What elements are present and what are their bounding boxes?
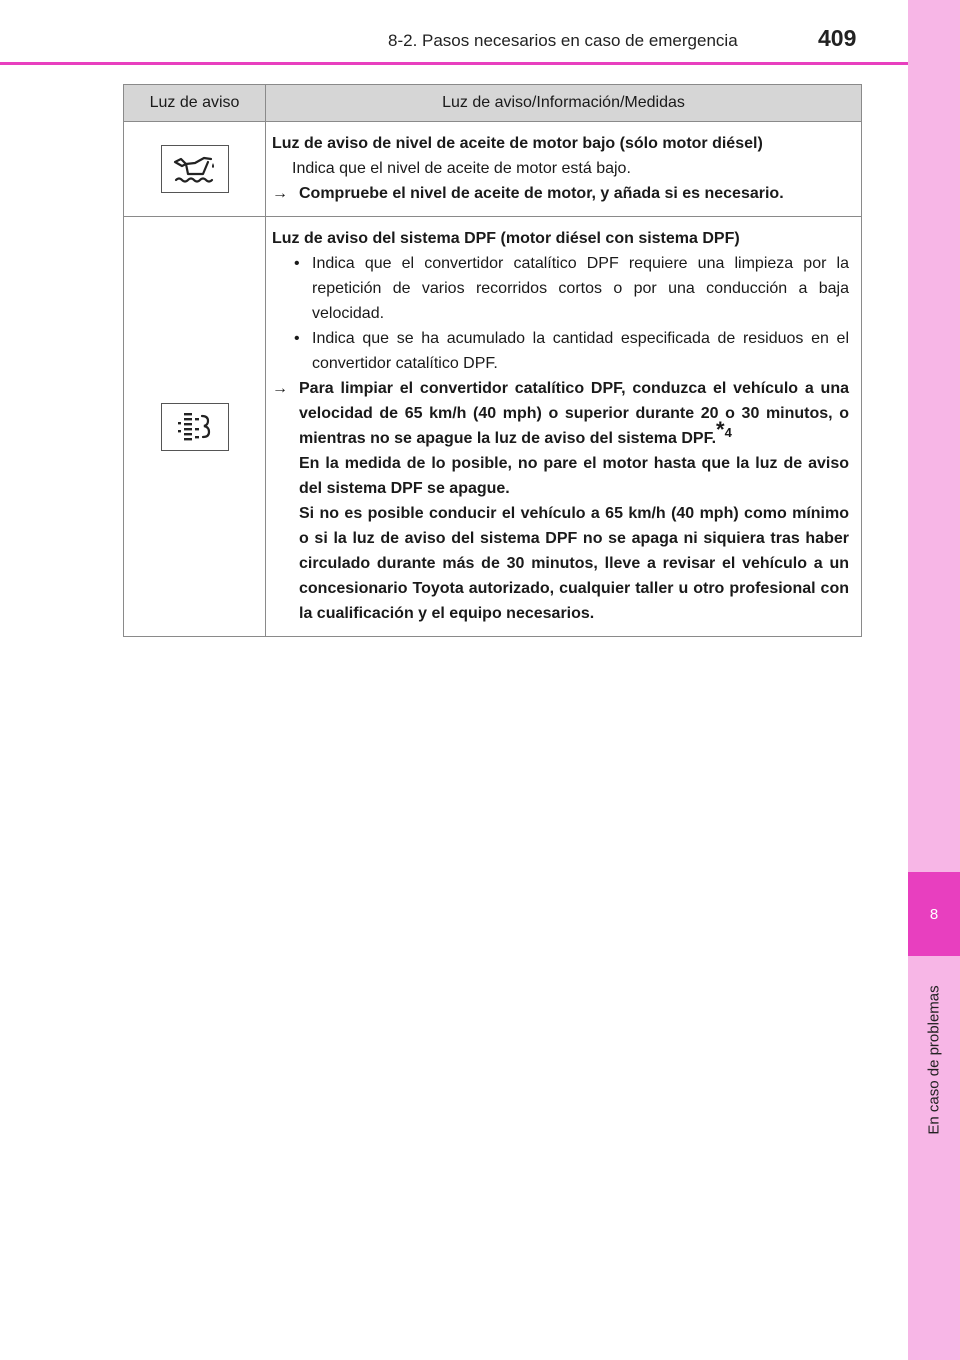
page-number: 409 bbox=[818, 25, 857, 51]
icon-cell bbox=[124, 217, 266, 637]
section-title: 8-2. Pasos necesarios en caso de emergencia bbox=[388, 31, 738, 50]
chapter-number-tab[interactable] bbox=[908, 872, 960, 956]
arrow-icon: → bbox=[272, 185, 288, 202]
list-item bbox=[272, 326, 849, 376]
warning-light-table bbox=[123, 84, 862, 637]
icon-cell bbox=[124, 122, 266, 217]
table-row bbox=[124, 122, 862, 217]
chapter-label: En caso de problemas bbox=[925, 985, 943, 1135]
warning-title: Luz de aviso de nivel de aceite de motor bajo (sólo motor diésel) bbox=[272, 135, 763, 152]
list-item-text: Indica que se ha acumulado la cantidad especificada de residuos en el convertidor catalítico DPF. bbox=[312, 330, 849, 372]
bullet-icon: • bbox=[294, 330, 300, 347]
footnote-number: 4 bbox=[724, 424, 732, 440]
info-cell bbox=[266, 217, 862, 637]
arrow-icon: → bbox=[272, 380, 288, 397]
column-header-icon: Luz de aviso bbox=[124, 85, 266, 122]
warning-title: Luz de aviso del sistema DPF (motor diésel con sistema DPF) bbox=[272, 230, 740, 247]
info-cell bbox=[266, 122, 862, 217]
action-step bbox=[272, 376, 849, 451]
bullet-icon: • bbox=[294, 255, 300, 272]
column-header-info: Luz de aviso/Información/Medidas bbox=[266, 85, 862, 122]
table-header-row bbox=[124, 85, 862, 122]
action-note: En la medida de lo posible, no pare el motor hasta que la luz de aviso del sistema DPF se apague. bbox=[299, 455, 849, 497]
action-text: Compruebe el nivel de aceite de motor, y añada si es necesario. bbox=[299, 185, 784, 202]
chapter-sidebar bbox=[908, 0, 960, 1360]
list-item bbox=[272, 251, 849, 326]
dpf-warning-icon bbox=[161, 403, 229, 451]
warning-description: Indica que el nivel de aceite de motor está bajo. bbox=[292, 160, 631, 177]
oil-level-warning-icon bbox=[161, 145, 229, 193]
chapter-number: 8 bbox=[929, 905, 939, 923]
footnote-star: * bbox=[716, 416, 725, 442]
table-row bbox=[124, 217, 862, 637]
action-step bbox=[272, 181, 849, 206]
action-note: Si no es posible conducir el vehículo a 65 km/h (40 mph) como mínimo o si la luz de aviso del sistema DPF no se apaga ni siquiera tras haber circulado durante más de 30 minutos, lleve a revisar el vehículo a un concesionario Toyota autorizado, cualquier taller u otro profesional con la cualificación y el equipo necesarios. bbox=[299, 505, 849, 622]
list-item-text: Indica que el convertidor catalítico DPF requiere una limpieza por la repetición de varios recorridos cortos o por una conducción a baja velocidad. bbox=[312, 255, 849, 322]
header-rule bbox=[0, 62, 908, 65]
footnote-ref bbox=[716, 416, 732, 442]
action-text: Para limpiar el convertidor catalítico DPF, conduzca el vehículo a una velocidad de 65 km/h (40 mph) o superior durante 20 o 30 minutos, o mientras no se apague la luz de aviso del sistema DPF. bbox=[299, 380, 849, 447]
